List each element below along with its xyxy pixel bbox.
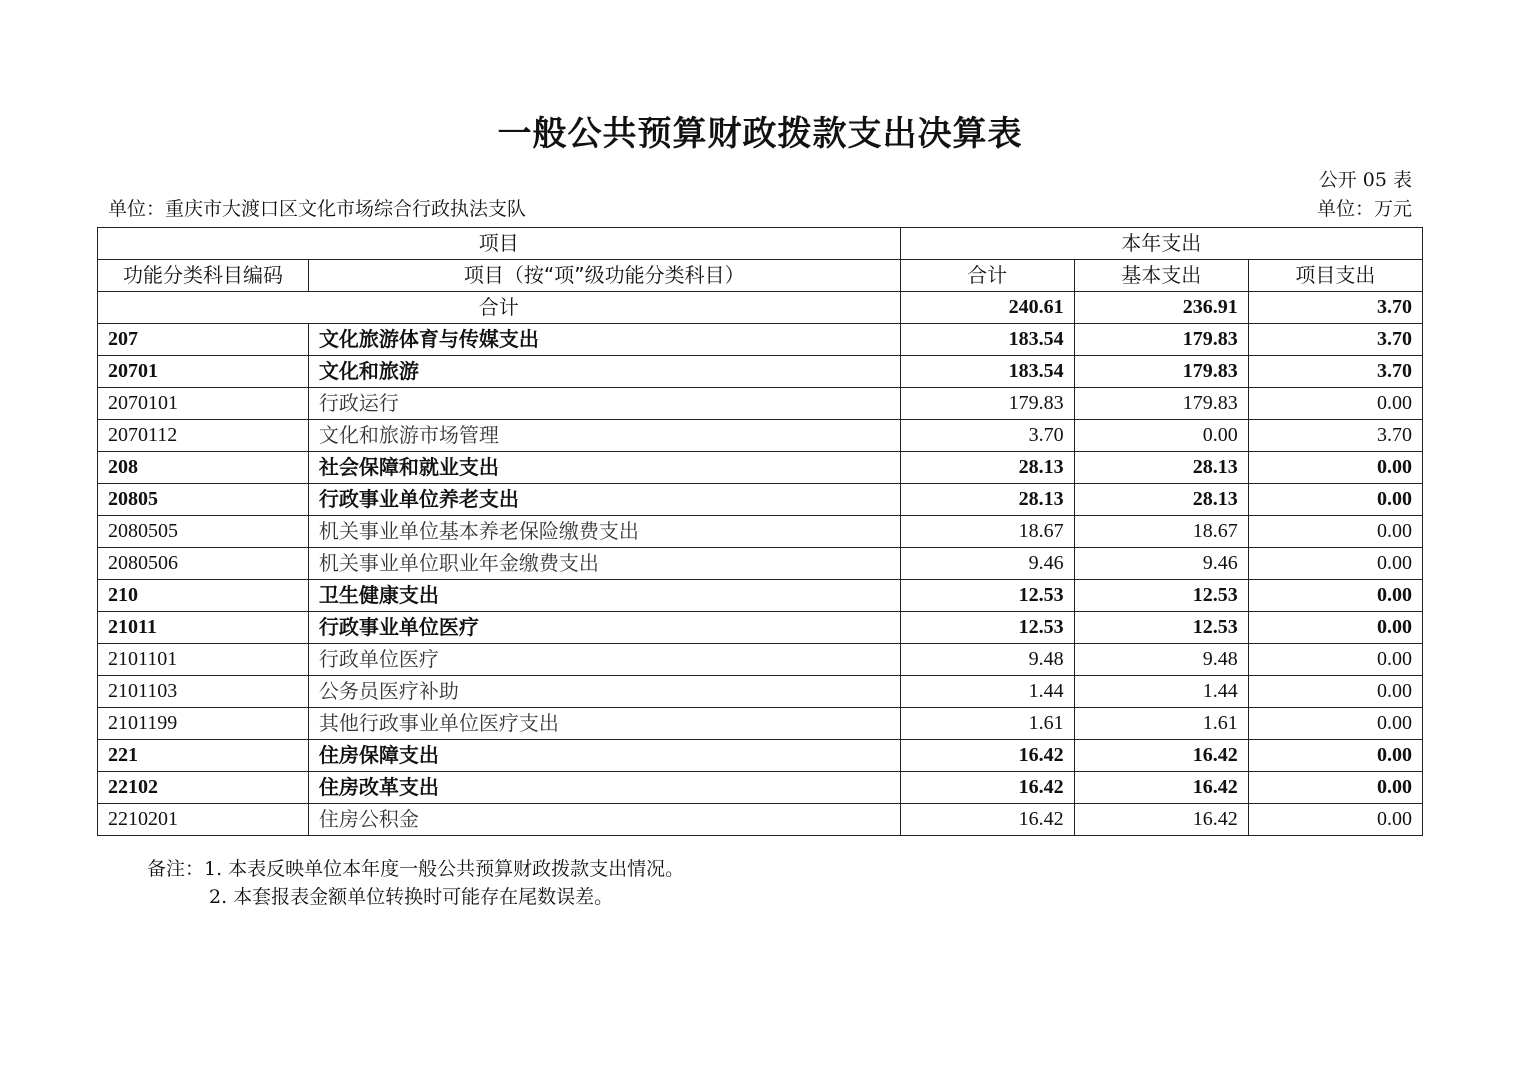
table-row bbox=[98, 644, 1423, 676]
row-name: 文化旅游体育与传媒支出 bbox=[308, 324, 900, 356]
row-project: 3.70 bbox=[1248, 356, 1422, 388]
row-basic: 18.67 bbox=[1074, 516, 1248, 548]
row-project: 0.00 bbox=[1248, 740, 1422, 772]
table-row bbox=[98, 580, 1423, 612]
row-total: 12.53 bbox=[900, 580, 1074, 612]
row-project: 0.00 bbox=[1248, 676, 1422, 708]
row-basic: 16.42 bbox=[1074, 804, 1248, 836]
row-name: 住房保障支出 bbox=[308, 740, 900, 772]
row-total: 1.44 bbox=[900, 676, 1074, 708]
table-row bbox=[98, 772, 1423, 804]
row-project: 0.00 bbox=[1248, 708, 1422, 740]
row-name: 机关事业单位基本养老保险缴费支出 bbox=[308, 516, 900, 548]
table-row bbox=[98, 388, 1423, 420]
row-basic: 179.83 bbox=[1074, 324, 1248, 356]
row-project: 0.00 bbox=[1248, 772, 1422, 804]
row-basic: 16.42 bbox=[1074, 772, 1248, 804]
row-total: 183.54 bbox=[900, 324, 1074, 356]
table-row bbox=[98, 516, 1423, 548]
table-row bbox=[98, 420, 1423, 452]
row-name: 卫生健康支出 bbox=[308, 580, 900, 612]
row-code: 20701 bbox=[98, 356, 309, 388]
row-basic: 1.61 bbox=[1074, 708, 1248, 740]
table-row bbox=[98, 356, 1423, 388]
notes bbox=[147, 855, 684, 911]
header-basic: 基本支出 bbox=[1074, 260, 1248, 292]
row-total: 9.46 bbox=[900, 548, 1074, 580]
row-code: 20805 bbox=[98, 484, 309, 516]
total-total: 240.61 bbox=[900, 292, 1074, 324]
row-code: 2210201 bbox=[98, 804, 309, 836]
row-name: 其他行政事业单位医疗支出 bbox=[308, 708, 900, 740]
table-row bbox=[98, 452, 1423, 484]
row-project: 0.00 bbox=[1248, 452, 1422, 484]
header-project-expenditure: 项目支出 bbox=[1248, 260, 1422, 292]
row-code: 2101101 bbox=[98, 644, 309, 676]
row-code: 221 bbox=[98, 740, 309, 772]
row-name: 文化和旅游 bbox=[308, 356, 900, 388]
row-project: 0.00 bbox=[1248, 644, 1422, 676]
header-current-year: 本年支出 bbox=[900, 228, 1422, 260]
row-code: 22102 bbox=[98, 772, 309, 804]
total-row bbox=[98, 292, 1423, 324]
row-total: 183.54 bbox=[900, 356, 1074, 388]
unit-organization: 单位：重庆市大渡口区文化市场综合行政执法支队 bbox=[108, 198, 527, 220]
table-row bbox=[98, 804, 1423, 836]
header-project: 项目 bbox=[98, 228, 901, 260]
row-name: 公务员医疗补助 bbox=[308, 676, 900, 708]
row-code: 2080505 bbox=[98, 516, 309, 548]
row-total: 3.70 bbox=[900, 420, 1074, 452]
row-name: 住房改革支出 bbox=[308, 772, 900, 804]
row-basic: 9.48 bbox=[1074, 644, 1248, 676]
row-basic: 12.53 bbox=[1074, 580, 1248, 612]
row-project: 0.00 bbox=[1248, 548, 1422, 580]
row-basic: 12.53 bbox=[1074, 612, 1248, 644]
row-code: 207 bbox=[98, 324, 309, 356]
row-project: 3.70 bbox=[1248, 420, 1422, 452]
row-name: 机关事业单位职业年金缴费支出 bbox=[308, 548, 900, 580]
table-row bbox=[98, 324, 1423, 356]
row-name: 行政单位医疗 bbox=[308, 644, 900, 676]
row-project: 0.00 bbox=[1248, 484, 1422, 516]
table-row bbox=[98, 676, 1423, 708]
row-code: 21011 bbox=[98, 612, 309, 644]
row-total: 1.61 bbox=[900, 708, 1074, 740]
row-code: 208 bbox=[98, 452, 309, 484]
form-number: 公开 05 表 bbox=[1318, 169, 1412, 191]
row-project: 3.70 bbox=[1248, 324, 1422, 356]
row-total: 16.42 bbox=[900, 804, 1074, 836]
total-label: 合计 bbox=[98, 292, 901, 324]
total-basic: 236.91 bbox=[1074, 292, 1248, 324]
row-basic: 1.44 bbox=[1074, 676, 1248, 708]
expenditure-table bbox=[97, 227, 1423, 836]
row-code: 2070112 bbox=[98, 420, 309, 452]
row-basic: 179.83 bbox=[1074, 388, 1248, 420]
header-total: 合计 bbox=[900, 260, 1074, 292]
table-row bbox=[98, 740, 1423, 772]
row-total: 18.67 bbox=[900, 516, 1074, 548]
row-name: 行政事业单位养老支出 bbox=[308, 484, 900, 516]
note-line-2: 2. 本套报表金额单位转换时可能存在尾数误差。 bbox=[209, 886, 614, 908]
row-project: 0.00 bbox=[1248, 516, 1422, 548]
row-total: 16.42 bbox=[900, 772, 1074, 804]
row-total: 12.53 bbox=[900, 612, 1074, 644]
row-total: 16.42 bbox=[900, 740, 1074, 772]
header-item: 项目（按“项”级功能分类科目） bbox=[308, 260, 900, 292]
row-name: 住房公积金 bbox=[308, 804, 900, 836]
table-row bbox=[98, 708, 1423, 740]
note-line-1: 备注：1. 本表反映单位本年度一般公共预算财政拨款支出情况。 bbox=[147, 858, 685, 880]
row-basic: 28.13 bbox=[1074, 452, 1248, 484]
row-total: 28.13 bbox=[900, 484, 1074, 516]
unit-currency: 单位：万元 bbox=[1316, 198, 1412, 220]
row-project: 0.00 bbox=[1248, 388, 1422, 420]
total-project: 3.70 bbox=[1248, 292, 1422, 324]
header-code: 功能分类科目编码 bbox=[98, 260, 309, 292]
row-basic: 0.00 bbox=[1074, 420, 1248, 452]
table-row bbox=[98, 484, 1423, 516]
row-project: 0.00 bbox=[1248, 580, 1422, 612]
row-code: 210 bbox=[98, 580, 309, 612]
row-basic: 28.13 bbox=[1074, 484, 1248, 516]
row-code: 2080506 bbox=[98, 548, 309, 580]
row-code: 2101199 bbox=[98, 708, 309, 740]
table-row bbox=[98, 548, 1423, 580]
row-name: 文化和旅游市场管理 bbox=[308, 420, 900, 452]
row-name: 行政事业单位医疗 bbox=[308, 612, 900, 644]
row-total: 9.48 bbox=[900, 644, 1074, 676]
row-basic: 9.46 bbox=[1074, 548, 1248, 580]
page-title: 一般公共预算财政拨款支出决算表 bbox=[497, 114, 1023, 154]
table-row bbox=[98, 612, 1423, 644]
row-code: 2101103 bbox=[98, 676, 309, 708]
row-basic: 16.42 bbox=[1074, 740, 1248, 772]
row-basic: 179.83 bbox=[1074, 356, 1248, 388]
row-project: 0.00 bbox=[1248, 612, 1422, 644]
row-project: 0.00 bbox=[1248, 804, 1422, 836]
header-row-2 bbox=[98, 260, 1423, 292]
row-name: 行政运行 bbox=[308, 388, 900, 420]
row-code: 2070101 bbox=[98, 388, 309, 420]
row-total: 28.13 bbox=[900, 452, 1074, 484]
header-row-1 bbox=[98, 228, 1423, 260]
row-total: 179.83 bbox=[900, 388, 1074, 420]
row-name: 社会保障和就业支出 bbox=[308, 452, 900, 484]
